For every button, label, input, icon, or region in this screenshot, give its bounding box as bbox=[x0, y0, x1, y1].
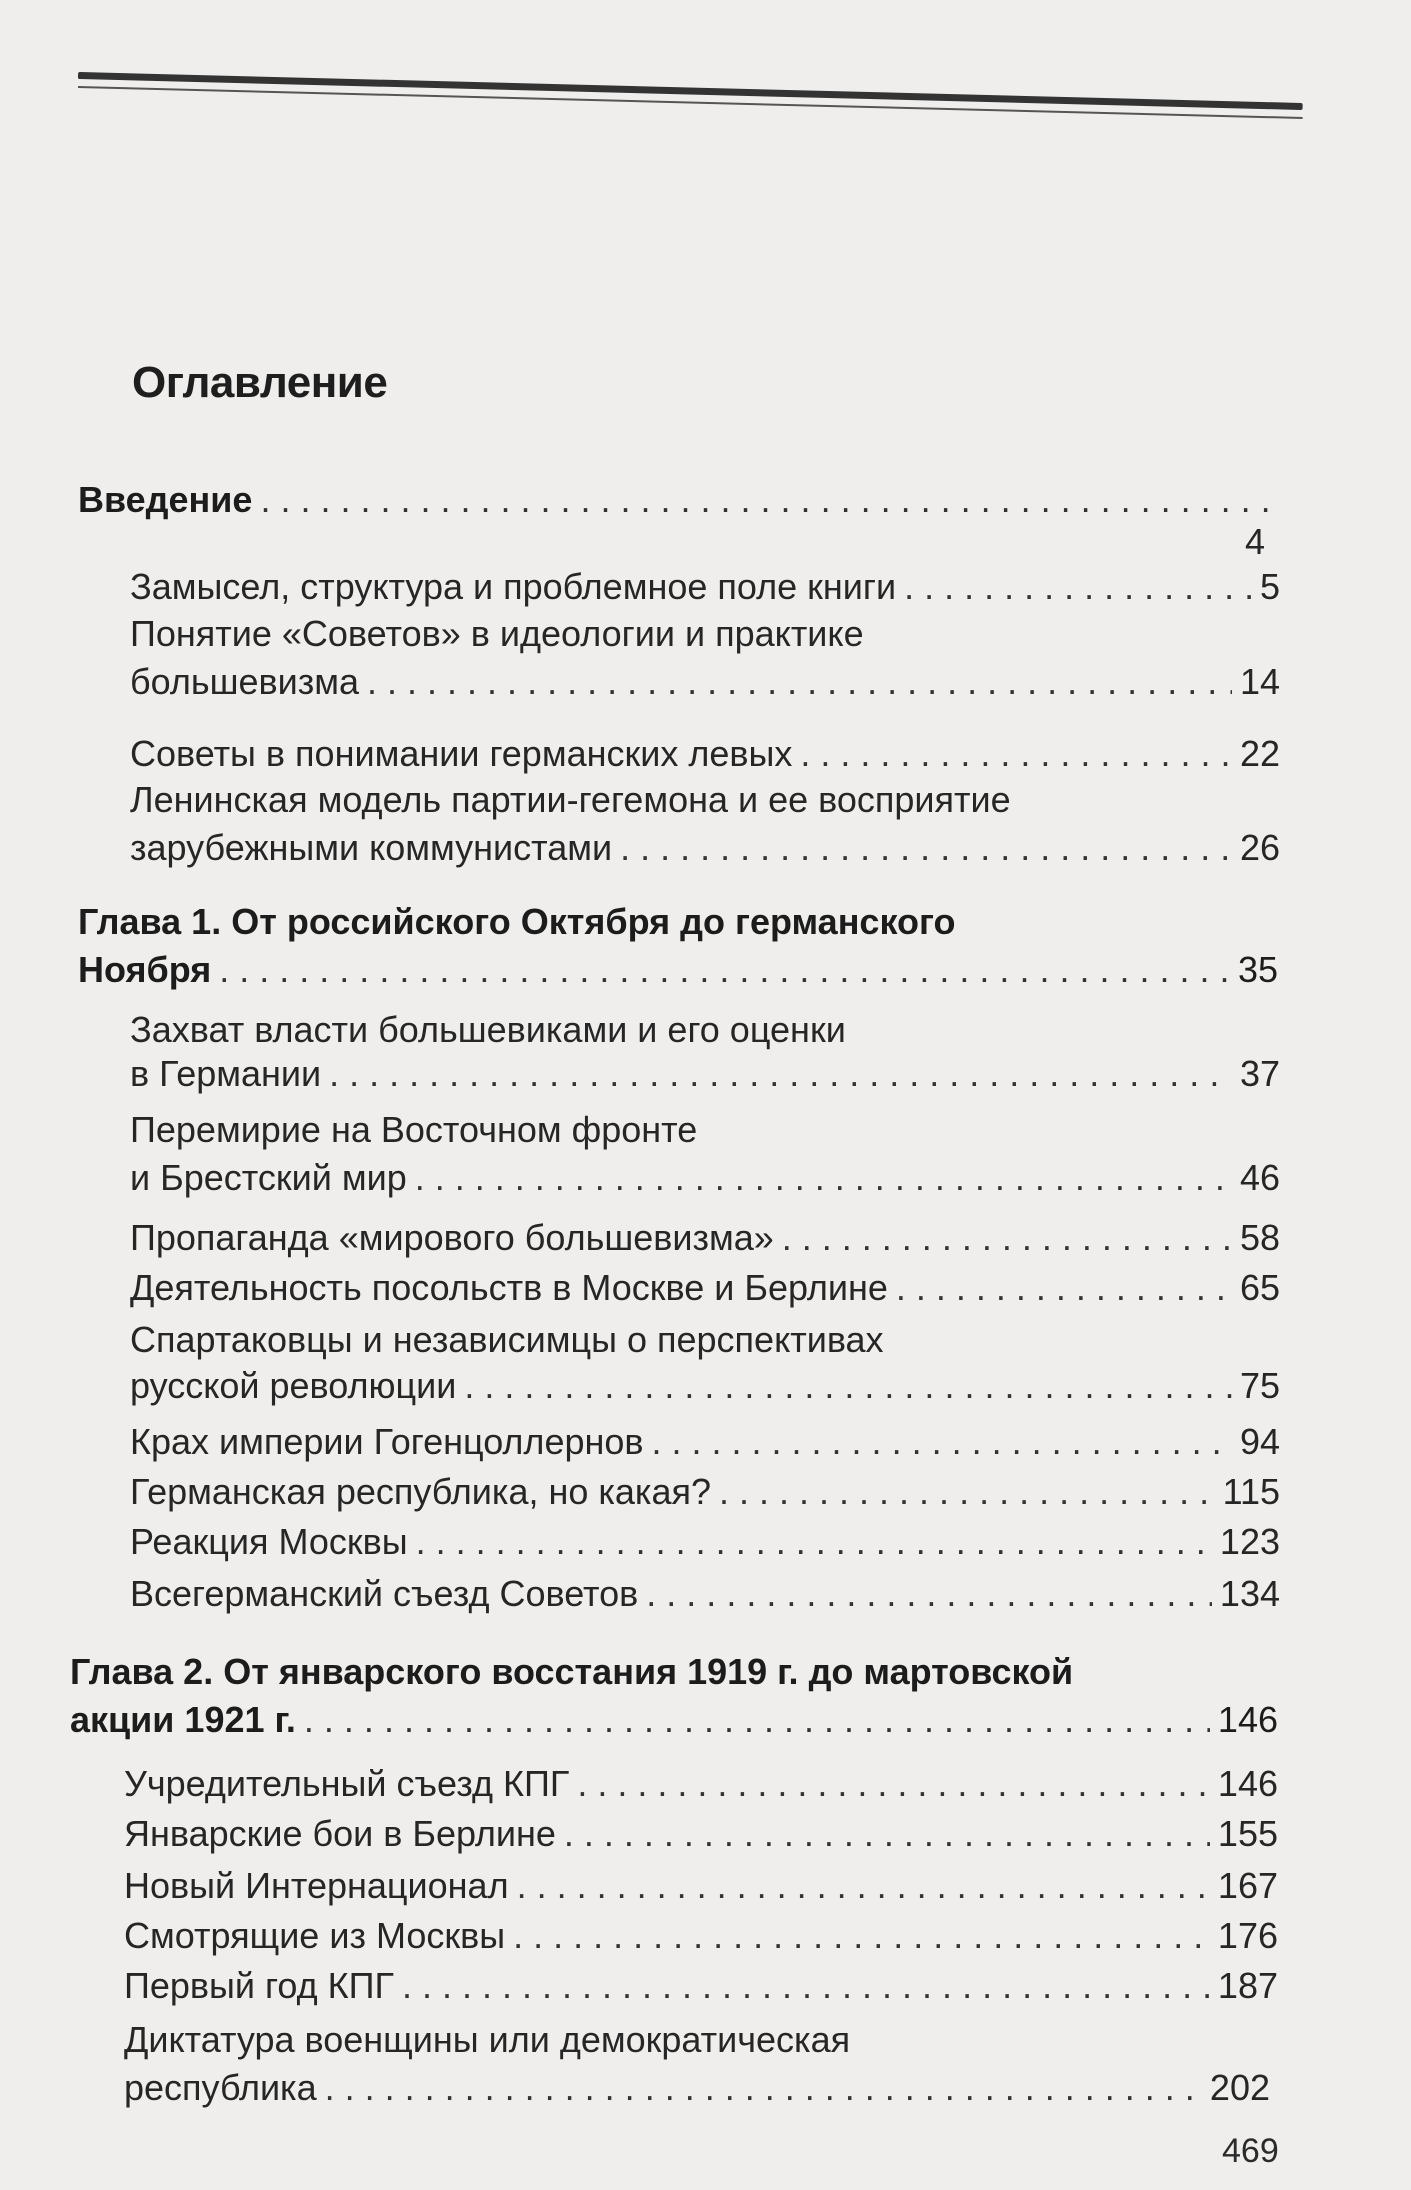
leader-dots bbox=[652, 1420, 1232, 1464]
entry-text-cont: в Германии bbox=[130, 1053, 322, 1094]
entry-page: 134 bbox=[1219, 1573, 1280, 1614]
entry-text: Всегерманский съезд Советов bbox=[130, 1573, 639, 1614]
leader-dots bbox=[513, 1914, 1210, 1958]
entry-text-cont: большевизма bbox=[130, 661, 360, 702]
toc-entry bbox=[124, 1812, 1278, 1856]
entry-text: Спартаковцы и независимцы о перспективах bbox=[130, 1319, 884, 1360]
toc-entry bbox=[124, 1964, 1278, 2008]
entry-page: 123 bbox=[1219, 1521, 1280, 1562]
toc-entry bbox=[124, 1914, 1278, 1958]
leader-dots bbox=[329, 1052, 1232, 1096]
toc-entry bbox=[130, 778, 1280, 870]
entry-text: Крах империи Гогенцоллернов bbox=[130, 1421, 644, 1462]
chapter-title: Глава 1. От российского Октября до германского bbox=[78, 901, 956, 942]
toc-entry bbox=[130, 1008, 1280, 1096]
entry-text: Новый Интернационал bbox=[124, 1865, 509, 1906]
entry-text: Смотрящие из Москвы bbox=[124, 1915, 506, 1956]
entry-text: Реакция Москвы bbox=[130, 1521, 408, 1562]
entry-page: 5 bbox=[1259, 566, 1280, 607]
toc-entry bbox=[130, 1266, 1280, 1310]
toc-entry bbox=[130, 1108, 1280, 1200]
toc-chapter-1 bbox=[78, 900, 1278, 992]
entry-page: 167 bbox=[1217, 1865, 1278, 1906]
entry-page: 94 bbox=[1239, 1421, 1280, 1462]
chapter-title-cont: акции 1921 г. bbox=[70, 1699, 296, 1740]
entry-text: Ленинская модель партии-гегемона и ее восприятие bbox=[130, 779, 1011, 820]
toc-entry bbox=[130, 1520, 1280, 1564]
entry-page: 155 bbox=[1217, 1813, 1278, 1854]
leader-dots bbox=[719, 1470, 1215, 1514]
toc-entry bbox=[124, 1864, 1278, 1908]
leader-dots bbox=[646, 1572, 1212, 1616]
leader-dots bbox=[517, 1864, 1210, 1908]
toc-entry bbox=[130, 1420, 1280, 1464]
toc-entry bbox=[130, 732, 1280, 776]
leader-dots bbox=[782, 1216, 1232, 1260]
entry-page: 187 bbox=[1217, 1965, 1278, 2006]
entry-page: 202 bbox=[1209, 2067, 1270, 2108]
leader-dots bbox=[325, 2066, 1202, 2110]
entry-text: Пропаганда «мирового большевизма» bbox=[130, 1217, 774, 1258]
toc-entry bbox=[130, 1572, 1280, 1616]
entry-page: 176 bbox=[1217, 1915, 1278, 1956]
entry-page: 14 bbox=[1239, 661, 1280, 702]
entry-text-cont: республика bbox=[124, 2067, 317, 2108]
leader-dots bbox=[367, 660, 1232, 704]
leader-dots bbox=[260, 478, 1270, 522]
leader-dots bbox=[896, 1266, 1232, 1310]
entry-page: 58 bbox=[1239, 1217, 1280, 1258]
toc-entry bbox=[130, 565, 1280, 609]
entry-text: Первый год КПГ bbox=[124, 1965, 394, 2006]
entry-page: 146 bbox=[1217, 1699, 1278, 1740]
chapter-title-cont: Ноября bbox=[78, 949, 212, 990]
entry-page: 65 bbox=[1239, 1267, 1280, 1308]
leader-dots bbox=[415, 1156, 1232, 1200]
leader-dots bbox=[304, 1698, 1210, 1742]
entry-page: 75 bbox=[1239, 1365, 1280, 1406]
toc-entry bbox=[124, 2018, 1270, 2110]
entry-page: 115 bbox=[1222, 1471, 1280, 1512]
leader-dots bbox=[464, 1364, 1232, 1408]
toc-chapter-2 bbox=[70, 1650, 1278, 1742]
entry-text: Германская республика, но какая? bbox=[130, 1471, 712, 1512]
leader-dots bbox=[219, 948, 1230, 992]
leader-dots bbox=[620, 826, 1232, 870]
entry-text: Перемирие на Восточном фронте bbox=[130, 1109, 698, 1150]
entry-text: Советы в понимании германских левых bbox=[130, 733, 793, 774]
entry-text: Учредительный съезд КПГ bbox=[124, 1763, 570, 1804]
entry-text: Захват власти большевиками и его оценки bbox=[130, 1009, 846, 1050]
leader-dots bbox=[800, 732, 1232, 776]
toc-title: Оглавление bbox=[132, 358, 388, 407]
entry-page: 37 bbox=[1239, 1053, 1280, 1094]
entry-page: 146 bbox=[1217, 1763, 1278, 1804]
toc-entry bbox=[130, 1318, 1280, 1408]
entry-text-cont: русской революции bbox=[130, 1365, 457, 1406]
leader-dots bbox=[564, 1812, 1210, 1856]
entry-text: Диктатура военщины или демократическая bbox=[124, 2019, 851, 2060]
leader-dots bbox=[904, 565, 1252, 609]
toc-entry bbox=[130, 612, 1280, 704]
toc-entry-intro bbox=[78, 478, 1278, 522]
leader-dots bbox=[402, 1964, 1210, 2008]
entry-text: Понятие «Советов» в идеологии и практике bbox=[130, 613, 864, 654]
entry-text: Введение bbox=[78, 479, 253, 520]
entry-page: 22 bbox=[1239, 733, 1280, 774]
toc-entry bbox=[124, 1762, 1278, 1806]
entry-text: Замысел, структура и проблемное поле книги bbox=[130, 566, 897, 607]
entry-text: Деятельность посольств в Москве и Берлине bbox=[130, 1267, 888, 1308]
toc-entry bbox=[130, 1216, 1280, 1260]
entry-page: 46 bbox=[1239, 1157, 1280, 1198]
entry-page: 26 bbox=[1239, 827, 1280, 868]
leader-dots bbox=[416, 1520, 1212, 1564]
entry-text-cont: зарубежными коммунистами bbox=[130, 827, 613, 868]
toc-entry bbox=[130, 1470, 1280, 1514]
chapter-title: Глава 2. От январского восстания 1919 г. до мартовской bbox=[70, 1651, 1074, 1692]
entry-text: Январские бои в Берлине bbox=[124, 1813, 556, 1854]
leader-dots bbox=[577, 1762, 1210, 1806]
entry-page: 35 bbox=[1237, 949, 1278, 990]
entry-page: 4 bbox=[1245, 521, 1266, 562]
entry-text-cont: и Брестский мир bbox=[130, 1157, 407, 1198]
page-number: 469 bbox=[1222, 2132, 1279, 2170]
